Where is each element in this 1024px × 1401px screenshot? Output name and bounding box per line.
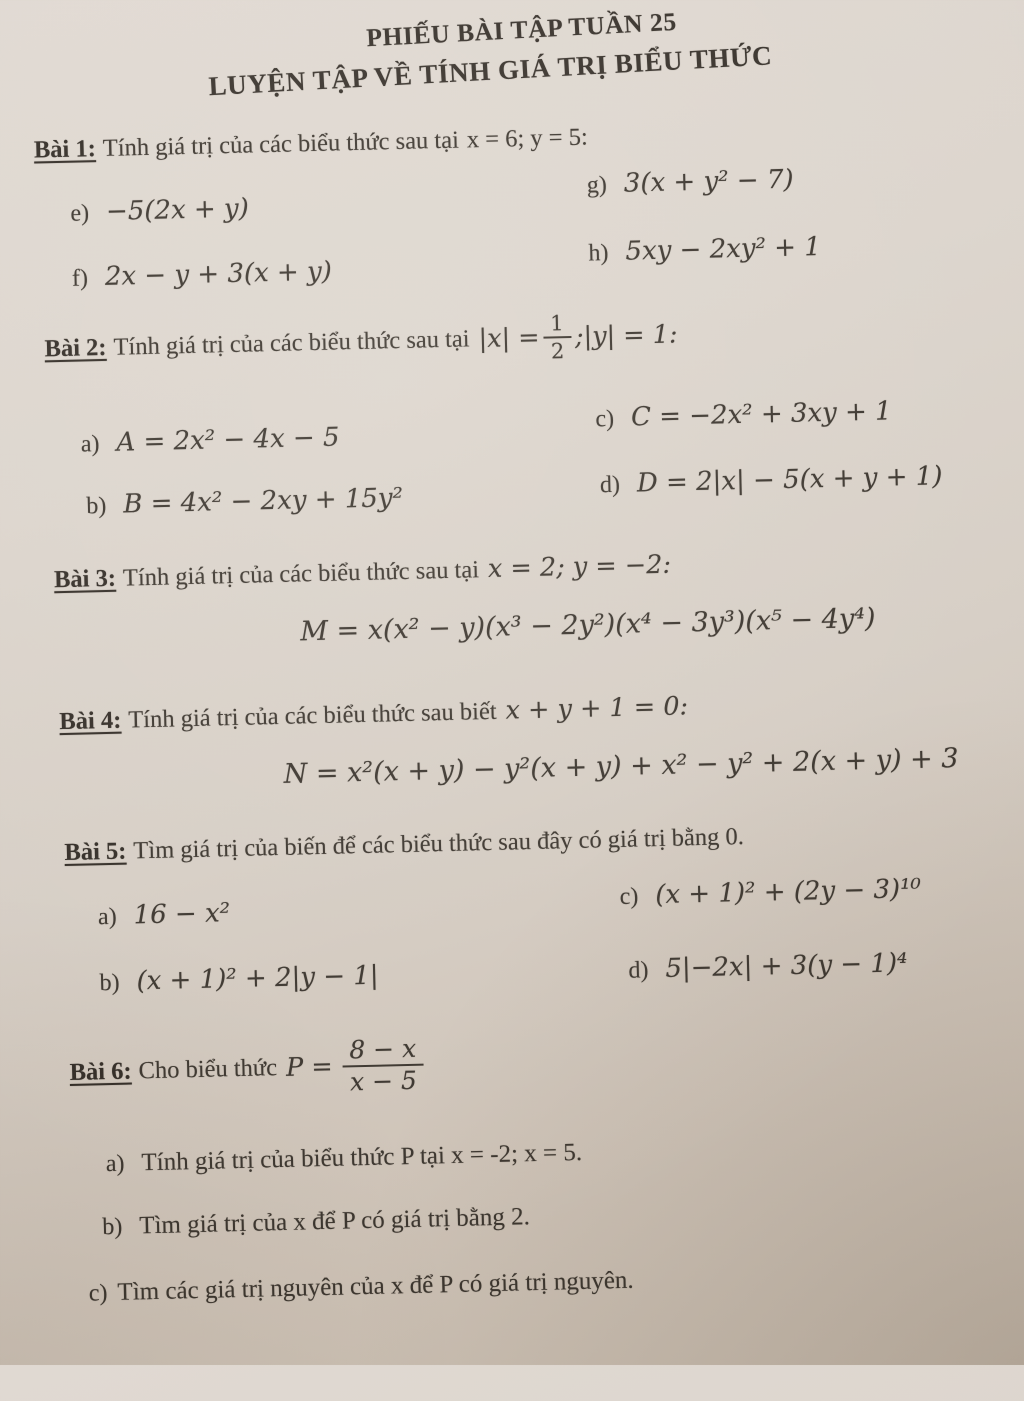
problem4-header xyxy=(59,691,688,736)
fraction-one-half xyxy=(543,312,572,363)
item-key: b) xyxy=(99,969,120,997)
problem4-equation: N = x²(x + y) − y²(x + y) + x² − y² + 2(x + y) + 3 xyxy=(283,742,959,790)
item-expression: A = 2x² − 4x − 5 xyxy=(116,422,340,458)
problem2-prompt: Tính giá trị của các biểu thức sau tại xyxy=(113,325,470,361)
item-expression: −5(2x + y) xyxy=(105,193,250,227)
problem5-item-b xyxy=(99,961,379,998)
problem1-item-h xyxy=(588,232,821,267)
problem3-prompt: Tính giá trị của các biểu thức sau tại xyxy=(122,556,480,592)
item-key: c) xyxy=(619,883,639,910)
item-key: c) xyxy=(88,1280,108,1307)
item-key: c) xyxy=(595,405,615,433)
problem1-item-e xyxy=(70,194,249,228)
item-key: h) xyxy=(588,240,609,267)
problem1-label: Bài 1: xyxy=(33,135,97,164)
problem2-header xyxy=(44,309,678,374)
item-expression: 5|−2x| + 3(y − 1)⁴ xyxy=(665,948,908,984)
problem1-header xyxy=(34,124,588,165)
problem1-prompt: Tính giá trị của các biểu thức sau tại xyxy=(102,126,460,162)
fraction-denominator: x − 5 xyxy=(349,1066,418,1097)
problem1-item-f xyxy=(72,257,333,293)
item-key: d) xyxy=(599,471,621,499)
item-expression: B = 4x² − 2xy + 15y² xyxy=(122,482,404,520)
problem5-item-d xyxy=(628,948,908,985)
problem6-prompt: Cho biểu thức xyxy=(138,1054,278,1085)
problem3-condition: x = 2; y = −2: xyxy=(487,549,672,584)
item-key: d) xyxy=(628,957,649,984)
page-title-line1: PHIẾU BÀI TẬP TUẦN 25 xyxy=(365,6,678,53)
item-key: a) xyxy=(105,1150,125,1178)
problem4-label: Bài 4: xyxy=(59,706,122,736)
item-key: e) xyxy=(70,200,90,227)
item-key: a) xyxy=(80,431,100,458)
item-key: b) xyxy=(101,1213,123,1241)
fraction-numerator: 1 xyxy=(543,312,571,339)
item-key: f) xyxy=(71,265,89,292)
item-key: a) xyxy=(97,903,117,931)
item-text: Tìm giá trị của x để P có giá trị bằng 2. xyxy=(138,1203,531,1240)
item-expression: C = −2x² + 3xy + 1 xyxy=(630,396,892,433)
problem5-item-a xyxy=(98,898,231,931)
problem6-item-b xyxy=(102,1203,530,1241)
problem5-header xyxy=(64,823,744,867)
fraction-numerator: 8 − x xyxy=(342,1036,424,1068)
problem3-label: Bài 3: xyxy=(53,564,117,594)
page-title-line2: LUYỆN TẬP VỀ TÍNH GIÁ TRỊ BIỂU THỨC xyxy=(207,40,773,102)
item-expression: 5xy − 2xy² + 1 xyxy=(625,232,822,267)
problem5-label: Bài 5: xyxy=(64,837,127,867)
problem6-expression-lhs: P = xyxy=(285,1052,334,1084)
problem6-label: Bài 6: xyxy=(69,1057,132,1087)
problem5-prompt: Tìm giá trị của biến để các biểu thức sau đây có giá trị bằng 0. xyxy=(133,823,745,865)
problem3-equation: M = x(x² − y)(x³ − 2y²)(x⁴ − 3y³)(x⁵ − 4y⁴) xyxy=(299,602,876,648)
item-expression: 16 − x² xyxy=(133,898,231,931)
item-expression: (x + 1)² + 2|y − 1| xyxy=(136,960,379,997)
problem3-header xyxy=(54,550,672,595)
problem4-prompt: Tính giá trị của các biểu thức sau biết xyxy=(127,697,497,734)
problem2-condition-post: ;|y| = 1: xyxy=(574,319,678,352)
item-expression: 3(x + y² − 7) xyxy=(623,164,794,199)
problem1-condition: x = 6; y = 5: xyxy=(466,123,589,154)
fraction-denominator: 2 xyxy=(550,339,565,364)
problem2-label: Bài 2: xyxy=(44,333,107,363)
item-text: Tìm các giá trị nguyên của x để P có giá trị nguyên. xyxy=(117,1266,634,1306)
fraction-p-expression xyxy=(342,1033,424,1097)
item-expression: (x + 1)² + (2y − 3)¹⁰ xyxy=(654,873,922,911)
problem2-item-a xyxy=(80,422,339,458)
problem6-header xyxy=(69,1033,428,1103)
problem2-condition-pre: |x| = xyxy=(478,322,540,355)
problem2-item-d xyxy=(600,461,943,499)
item-key: g) xyxy=(586,172,608,199)
problem2-item-c xyxy=(595,396,892,433)
problem2-item-b xyxy=(86,483,403,520)
item-text: Tính giá trị của biểu thức P tại x = -2; x = 5. xyxy=(141,1138,583,1177)
item-expression: 2x − y + 3(x + y) xyxy=(104,256,333,292)
item-expression: D = 2|x| − 5(x + y + 1) xyxy=(636,461,943,499)
problem6-item-a xyxy=(105,1139,582,1178)
problem4-condition: x + y + 1 = 0: xyxy=(505,691,689,726)
problem6-item-c xyxy=(89,1267,634,1308)
problem5-item-c xyxy=(619,874,921,911)
item-key: b) xyxy=(86,492,107,520)
problem1-item-g xyxy=(587,165,794,200)
